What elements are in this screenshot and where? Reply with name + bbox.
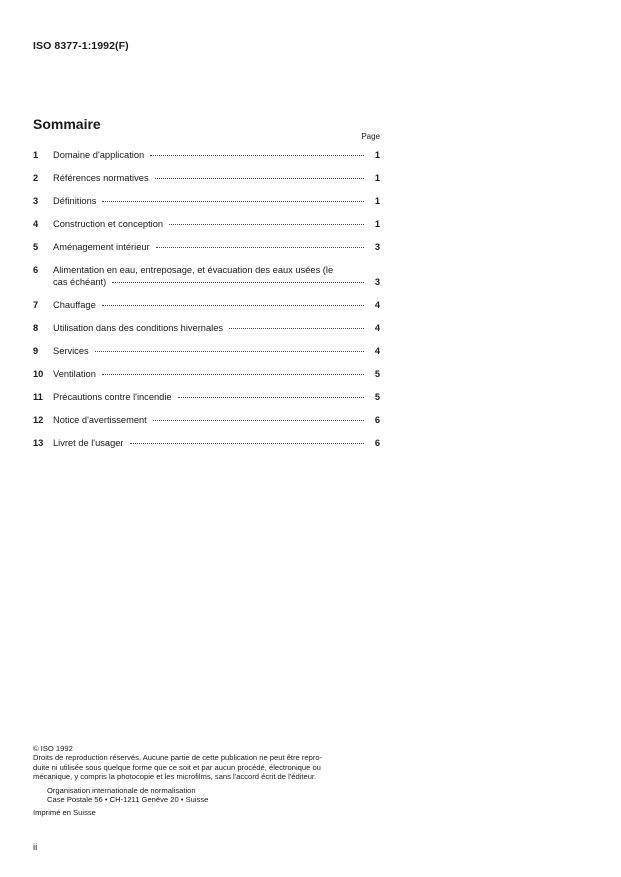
- toc-entry-title: Notice d'avertissement: [53, 415, 147, 425]
- toc-entry-number: 4: [33, 219, 39, 229]
- toc-entry-page: 1: [374, 219, 380, 229]
- toc-entry-title: Références normatives: [53, 173, 149, 183]
- toc-entry-page: 1: [374, 196, 380, 206]
- dot-leader: [112, 282, 364, 283]
- dot-leader: [102, 201, 364, 202]
- toc-entry-title: Domaine d'application: [53, 150, 145, 160]
- copyright-text-line: mécanique, y compris la photocopie et les microfilms, sans l'accord écrit de l'éditeur.: [33, 772, 317, 782]
- toc-entry-number: 2: [33, 173, 39, 183]
- toc-entry-number: 11: [33, 392, 43, 402]
- toc-entry: [33, 345, 380, 357]
- dot-leader: [169, 224, 364, 225]
- toc-entry-page: 4: [374, 300, 380, 310]
- dot-leader: [130, 443, 364, 444]
- toc-entry-page: 1: [374, 173, 380, 183]
- dot-leader: [156, 247, 364, 248]
- dot-leader: [155, 178, 364, 179]
- toc-entry-page: 4: [374, 323, 380, 333]
- toc-entry-number: 3: [33, 196, 39, 206]
- toc-entry-title-continued: cas échéant): [53, 277, 107, 287]
- toc-entry-page: 4: [374, 346, 380, 356]
- toc-entry: [33, 391, 380, 403]
- toc-entry-title: Alimentation en eau, entreposage, et évacuation des eaux usées (le: [53, 265, 334, 275]
- table-of-contents: [33, 149, 380, 449]
- toc-entry-number: 8: [33, 323, 39, 333]
- toc-entry-title: Livret de l'usager: [53, 438, 124, 448]
- toc-entry: [33, 218, 380, 230]
- printed-in: Imprimé en Suisse: [33, 808, 96, 818]
- toc-entry-title: Ventilation: [53, 369, 96, 379]
- toc-entry: [33, 241, 380, 253]
- toc-entry-number: 10: [33, 369, 44, 379]
- dot-leader: [102, 305, 364, 306]
- toc-entry: [33, 322, 380, 334]
- toc-entry-page: 1: [374, 150, 380, 160]
- toc-entry-page: 3: [374, 277, 380, 287]
- toc-entry-title: Services: [53, 346, 89, 356]
- dot-leader: [102, 374, 364, 375]
- page-number: ii: [33, 842, 38, 853]
- toc-entry-number: 9: [33, 346, 39, 356]
- toc-entry-title: Définitions: [53, 196, 97, 206]
- toc-entry: [33, 299, 380, 311]
- toc-entry-number: 12: [33, 415, 44, 425]
- toc-entry: [33, 149, 380, 161]
- toc-entry-page: 5: [374, 392, 380, 402]
- publisher-address: Case Postale 56 • CH-1211 Genève 20 • Suisse: [47, 795, 209, 805]
- copyright-text-line: Droits de reproduction réservés. Aucune partie de cette publication ne peut être repro-: [33, 753, 323, 763]
- toc-entry-page: 5: [374, 369, 380, 379]
- toc-entry-title: Utilisation dans des conditions hivernales: [53, 323, 224, 333]
- toc-entry-page: 6: [374, 415, 380, 425]
- toc-entry-page: 6: [374, 438, 380, 448]
- toc-entry: [33, 195, 380, 207]
- toc-entry-number: 13: [33, 438, 44, 448]
- toc-entry-number: 6: [33, 265, 39, 275]
- dot-leader: [150, 155, 364, 156]
- toc-entry: [33, 264, 380, 288]
- toc-entry-number: 1: [33, 150, 39, 160]
- copyright-year: © ISO 1992: [33, 744, 73, 753]
- dot-leader: [153, 420, 364, 421]
- toc-entry-title: Précautions contre l'incendie: [53, 392, 172, 402]
- toc-entry-title: Chauffage: [53, 300, 96, 310]
- toc-entry-page: 3: [374, 242, 380, 252]
- document-reference: ISO 8377-1:1992(F): [33, 40, 129, 52]
- dot-leader: [95, 351, 364, 352]
- dot-leader: [229, 328, 364, 329]
- copyright-notice: [33, 744, 380, 818]
- toc-entry-number: 7: [33, 300, 39, 310]
- dot-leader: [178, 397, 364, 398]
- page-column-label: Page: [361, 132, 380, 141]
- toc-entry-title: Aménagement intérieur: [53, 242, 150, 252]
- toc-entry: [33, 437, 380, 449]
- toc-entry-number: 5: [33, 242, 39, 252]
- toc-entry-title: Construction et conception: [53, 219, 164, 229]
- toc-entry: [33, 414, 380, 426]
- publisher-name: Organisation internationale de normalisation: [47, 785, 196, 795]
- toc-entry: [33, 368, 380, 380]
- toc-entry: [33, 172, 380, 184]
- toc-title: Sommaire: [33, 116, 101, 132]
- copyright-text-line: duite ni utilisée sous quelque forme que ce soit et par aucun procédé, électronique ou: [33, 762, 321, 772]
